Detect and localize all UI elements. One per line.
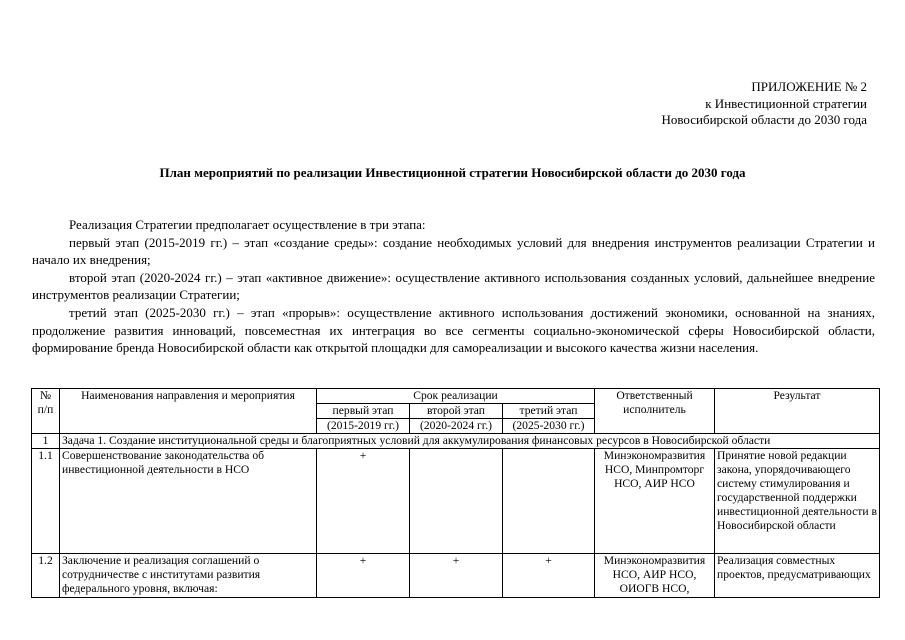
header-stage-2: второй этап bbox=[410, 404, 503, 419]
row-stage-2 bbox=[410, 449, 503, 554]
intro-paragraph: второй этап (2020-2024 гг.) – этап «активное движение»: осуществление активного использования созданных условий, дальнейшее внедрение инструментов реализации Стратегии; bbox=[32, 269, 875, 303]
task-title: Задача 1. Создание институциональной среды и благоприятных условий для аккумулирования финансовых ресурсов в Новосибирской области bbox=[60, 434, 880, 449]
task-row bbox=[32, 434, 880, 449]
header-term: Срок реализации bbox=[317, 389, 595, 404]
intro-paragraph: первый этап (2015-2019 гг.) – этап «создание среды»: создание необходимых условий для внедрения инструментов реализации Стратегии и начало их внедрения; bbox=[32, 234, 875, 268]
table-row bbox=[32, 554, 880, 598]
row-result: Реализация совместных проектов, предусматривающих bbox=[715, 554, 880, 598]
row-responsible: Минэкономразвития НСО, Минпромторг НСО, АИР НСО bbox=[595, 449, 715, 554]
header-period-3: (2025-2030 гг.) bbox=[503, 419, 595, 434]
header-period-1: (2015-2019 гг.) bbox=[317, 419, 410, 434]
task-num: 1 bbox=[32, 434, 60, 449]
document-title: План мероприятий по реализации Инвестиционной стратегии Новосибирской области до 2030 года bbox=[159, 165, 746, 180]
header-stage-1: первый этап bbox=[317, 404, 410, 419]
row-stage-3: + bbox=[503, 554, 595, 598]
row-stage-1: + bbox=[317, 554, 410, 598]
row-name: Заключение и реализация соглашений о сотрудничестве с институтами развития федерального уровня, включая: bbox=[60, 554, 317, 598]
header-stage-3: третий этап bbox=[503, 404, 595, 419]
header-responsible: Ответственный исполнитель bbox=[595, 389, 715, 434]
header-period-2: (2020-2024 гг.) bbox=[410, 419, 503, 434]
action-plan-table bbox=[31, 388, 880, 598]
row-name: Совершенствование законодательства об инвестиционной деятельности в НСО bbox=[60, 449, 317, 554]
appendix-header bbox=[547, 79, 867, 129]
row-result: Принятие новой редакции закона, упорядочивающего систему стимулирования и государственной поддержки инвестиционной деятельности в Новосибирской области bbox=[715, 449, 880, 554]
row-stage-2: + bbox=[410, 554, 503, 598]
intro-text bbox=[32, 216, 875, 357]
row-num: 1.2 bbox=[32, 554, 60, 598]
row-stage-1: + bbox=[317, 449, 410, 554]
appendix-number: ПРИЛОЖЕНИЕ № 2 bbox=[751, 79, 867, 94]
row-responsible: Минэкономразвития НСО, АИР НСО, ОИОГВ НСО, bbox=[595, 554, 715, 598]
table-row bbox=[32, 449, 880, 554]
intro-paragraph: Реализация Стратегии предполагает осуществление в три этапа: bbox=[69, 217, 426, 232]
appendix-subtitle: к Инвестиционной стратегии bbox=[705, 95, 867, 111]
intro-paragraph: третий этап (2025-2030 гг.) – этап «прорыв»: осуществление активного использования достижений экономики, основанной на знаниях, продолжение развития инноваций, повсеместная их интеграция во все сегменты социально-экономической сферы Новосибирской области, формирование бренда Новосибирской области как открытой площадки для самореализации и высокого качества жизни населения. bbox=[32, 304, 875, 356]
appendix-subtitle-2: Новосибирской области до 2030 года bbox=[661, 112, 867, 127]
header-name: Наименования направления и мероприятия bbox=[60, 389, 317, 434]
table-header-row bbox=[32, 389, 880, 404]
header-num: № п/п bbox=[32, 389, 60, 434]
row-stage-3 bbox=[503, 449, 595, 554]
row-num: 1.1 bbox=[32, 449, 60, 554]
header-result: Результат bbox=[715, 389, 880, 434]
